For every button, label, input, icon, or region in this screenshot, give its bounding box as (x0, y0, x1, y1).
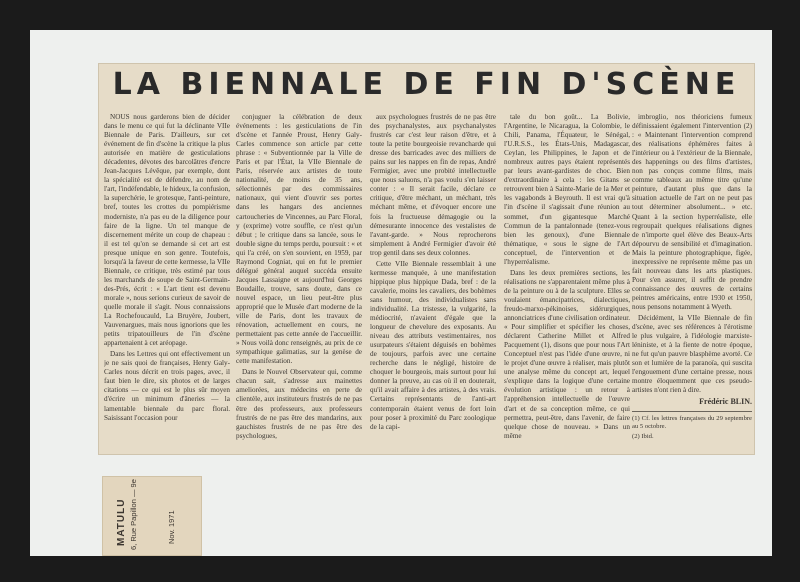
publication-date: Nov. 1971 (167, 510, 176, 544)
publication-address: 6, Rue Papillon — 9e (129, 479, 138, 550)
article-column-2 (236, 113, 362, 443)
column-4-paragraph-1: tale du bon goût... La Bolivie, l'Argentine, le Nicaragua, la Colombie, le Chili, Panama, l'Équateur, le Sénégal, l'U.R.S.S., les États-Unis, Madagascar, Ceylan, les Philippines, le Japon et de nombreux autres pays étaient représentés par leurs avant-gardistes de choc. Bien d'extraordinaire à cela : les Gitans se retrouvent bien à Sainte-Marie de la Mer et les vagabonds à Beyrouth. Il est vrai qu'à l'in d'scène il s'agissait d'une réunion au sommet, d'un gigantesque Marché Commun de la pantalonnade (tenez-vous bien les genoux), d'une Biennale thématique, « sous le signe de l'Art conceptuel, de l'intervention et de l'hyperréalisme. (504, 113, 630, 266)
column-3-paragraph-2: Cette VIIe Biennale ressemblait à une kermesse manquée, à une manifestation hippique plus hippique Dada, bref : de la cavalerie, moins les cavaliers, des bohèmes sans humour, des individualistes sans individualité. La tristesse, la vulgarité, la médiocrité, n'avaient d'égale que la longueur de chevelure des exposants. Au niveau des attributs vestimentaires, nos usurpateurs s'étaient déguisés en bohèmes de toujours, parfois avec une certaine recherche dans le négligé, histoire de choquer le bourgeois, mais surtout pour lui donner la preuve, au cas où il en douterait, qu'il avait affaire à des artistes, à des vrais. Certains représentants de l'anti-art contemporain étaient venus de fort loin pour poser à proximité du Parc zoologique de la capi- (370, 259, 496, 431)
article-column-4 (504, 113, 630, 443)
article-column-5 (632, 113, 752, 443)
footnote-2: (2) Ibid. (632, 432, 654, 440)
column-1-paragraph-2: Dans les Lettres qui ont effectivement un je ne sais quoi de françaises, Henry Galy-Carles nous décrit en trois pages, avec, il faut bien le dire, six photos et de larges citations — ce qui est le plus sûr moyen d'écrire un minimum d'âneries — la lamentable biennale du parc floral. Saisissant l'occasion pour (104, 350, 230, 422)
column-4-paragraph-2: Dans les deux premières sections, les réalisations ne s'apparentaient même plus à de la peinture ou à de la sculpture. Elles se voulaient émancipatrices, dialectiques, freudo-marxo-pékinoises, sidérurgiques, annonciatrices d'une civilisation ordinateur. « Pour simplifier et spécifier les choses, déclarent Catherine Millet et Alfred Pacquement (1), disons que pour nous l'Art Conceptuel n'est pas l'idée d'une œuvre, ni le projet d'une œuvre à réaliser, mais plutôt une analyse même du concept art, lequel s'explique dans la logique d'une certaine évolution artistique : un retour à l'appréhension intellectuelle de l'œuvre d'art et de sa conception même, ce qui permettra, peut-être, dans l'avenir, de faire quelque chose de nouveau. » Dans un même (504, 268, 630, 440)
column-5-paragraph-1: imbroglio, nos théoriciens fumeux définissaient également l'intervention (2) : « Maintenant l'intervention comprend des réalisations éphémères faites à l'intérieur ou à l'extérieur de la Biennale, des happenings ou des films d'artistes, non pas conçus comme films, mais comme tableaux au même titre qu'une peinture, d'autant plus que dans la situation actuelle de l'art on ne peut pas tout déterminer absolument... » etc. Quant à la section hyperréaliste, elle regroupait quelques réalisations dignes de n'importe quel élève des Beaux-Arts dépourvu de sensibilité et d'imagination. Mais la peinture photographique, figée, inexpressive ne représente même pas un fait nouveau dans les arts plastiques. Pour s'en assurer, il suffit de prendre connaissance des œuvres de certains peintres américains, entre 1930 et 1950, nous pensons notamment à Wyeth. (632, 113, 752, 311)
column-2-paragraph-1: conjuguer la célébration de deux événements : les gesticulations de l'in d'scène et l'année Proust, Henry Galy-Carles commence son article par cette phrase : « Subventionnée par la Ville de Paris et par l'État, la VIIe Biennale de Paris, réservée aux artistes de toute nationalité, de moins de 35 ans, sélectionnés par des commissaires nationaux, qui vient d'ouvrir ses portes dans les hangars des anciennes cartoucheries de Vincennes, au Parc Floral, y (exprime) votre souffle, ce n'est qu'un début ; le critique dans sa lancée, sous le double signe du temps perdu, poursuit : « et qui l'a créé, on s'en souvient, en 1959, par Raymond Cogniat, qui en fut le premier délégué général auquel succéda ensuite Jacques Lassaigne et aujourd'hui Georges Boudaille, trouve, sans doute, dans ce nouvel espace, un lieu peut-être plus approprié que le Musée d'art moderne de la ville de Paris, dont les travaux de rénovation, actuellement en cours, ne permettaient pas cette année de l'accueillir. » Nous voilà donc renseignés, au prix de ce sympathique galimatias, sur la genèse de cette manifestation. (236, 113, 362, 366)
column-2-paragraph-2: Dans le Nouvel Observateur qui, comme chacun sait, s'adresse aux mainettes ameliorées, aux médecins en perte de clientèle, aux instituteurs frustrés de ne pas être des professeurs, aux professeurs frustrés de ne pas être des mandarins, aux gauchistes frustrés de ne pas être des psychologues, (236, 368, 362, 440)
article-headline: LA BIENNALE DE FIN D'SCÈNE (112, 67, 741, 102)
column-1-paragraph-1: NOUS nous garderons bien de décider dans le menu ce qui fut la déclinante VIIe Biennale de Paris. D'ailleurs, sur cet événement de fin d'scène la critique la plus autorisée en matière de gesticulations décadentes, dévotes des barcolâtres d'encre Jean-Jacques Lévêque, par exemple, dont la spécialité est de défendre, au nom de l'art, l'indéfendable, le hideux, la confusion, la superchérie, le grotesque, l'anti-peinture, bref, toutes les crottes du pompiérisme moderniste, n'a pas eu de la diligence pour faire de la ligne. Un tel manque de discernement mérite un coup de chapeau : il est tel qu'on se demande si cet art est presque unique en son genre. Toutefois, lorsqu'à la faveur de cette kermesse, la VIIe Biennale, ce critique, très estimé par tous les marchands de soupe de Saint-Germain-des-Prés, écrit : « L'art tient est devenu morale », nous serions curieux de savoir de quelle morale il s'agit. Nous connaissions La Rochefoucauld, La Bruyère, Joubert, Vauvenargues, mais nous ignorions que les petits tripatouilleurs de l'in d'scène appartenaient à cet aréopage. (104, 113, 230, 348)
footnote-divider (632, 411, 752, 412)
author-signature: Frédéric BLIN. (699, 397, 752, 407)
article-column-1 (104, 113, 230, 443)
publication-name: MATULU (116, 498, 127, 546)
mounting-board (30, 30, 772, 556)
column-5-paragraph-2: Décidément, la VIIe Biennale de fin d'scène, avec ses références à l'érotisme le plus vulgaire, à l'idéologie marxiste-léniniste, et à la fiente de notre époque, ne fut qu'un pauvre blasphème avorté. Ce son et lumière de la paranoïa, qui suscita l'engouement d'une certaine presse, nous montre éloquemment que ces pseudo-artistes n'ont rien à dire. (632, 314, 752, 395)
source-label (102, 476, 202, 556)
footnote-1: (1) Cf. les lettres françaises du 29 septembre au 5 octobre. (632, 414, 752, 430)
column-3-paragraph-1: aux psychologues frustrés de ne pas être des psychanalystes, aux psychanalystes frustrés car c'est leur raison d'être, et à toute la petite bourgeoisie revancharde qui dresse des barricades avec des milliers de pains sur les nappes en fin de repas, André Fermigier, avec une probité intellectuelle que nous saluons, n'a pas voulu s'en laisser conter : « Il serait facile, déclare ce critique, d'être méchant, un méchant, très méchant même, et d'évoquer encore une fois la fructueuse démagogie ou la démesurante innocence des vestalistes de l'avant-garde. » Nous reprocherons simplement à André Fermigier d'avoir été trop gentil dans ses deux colonnes. (370, 113, 496, 257)
article-column-3 (370, 113, 496, 443)
newspaper-clipping (98, 63, 755, 455)
